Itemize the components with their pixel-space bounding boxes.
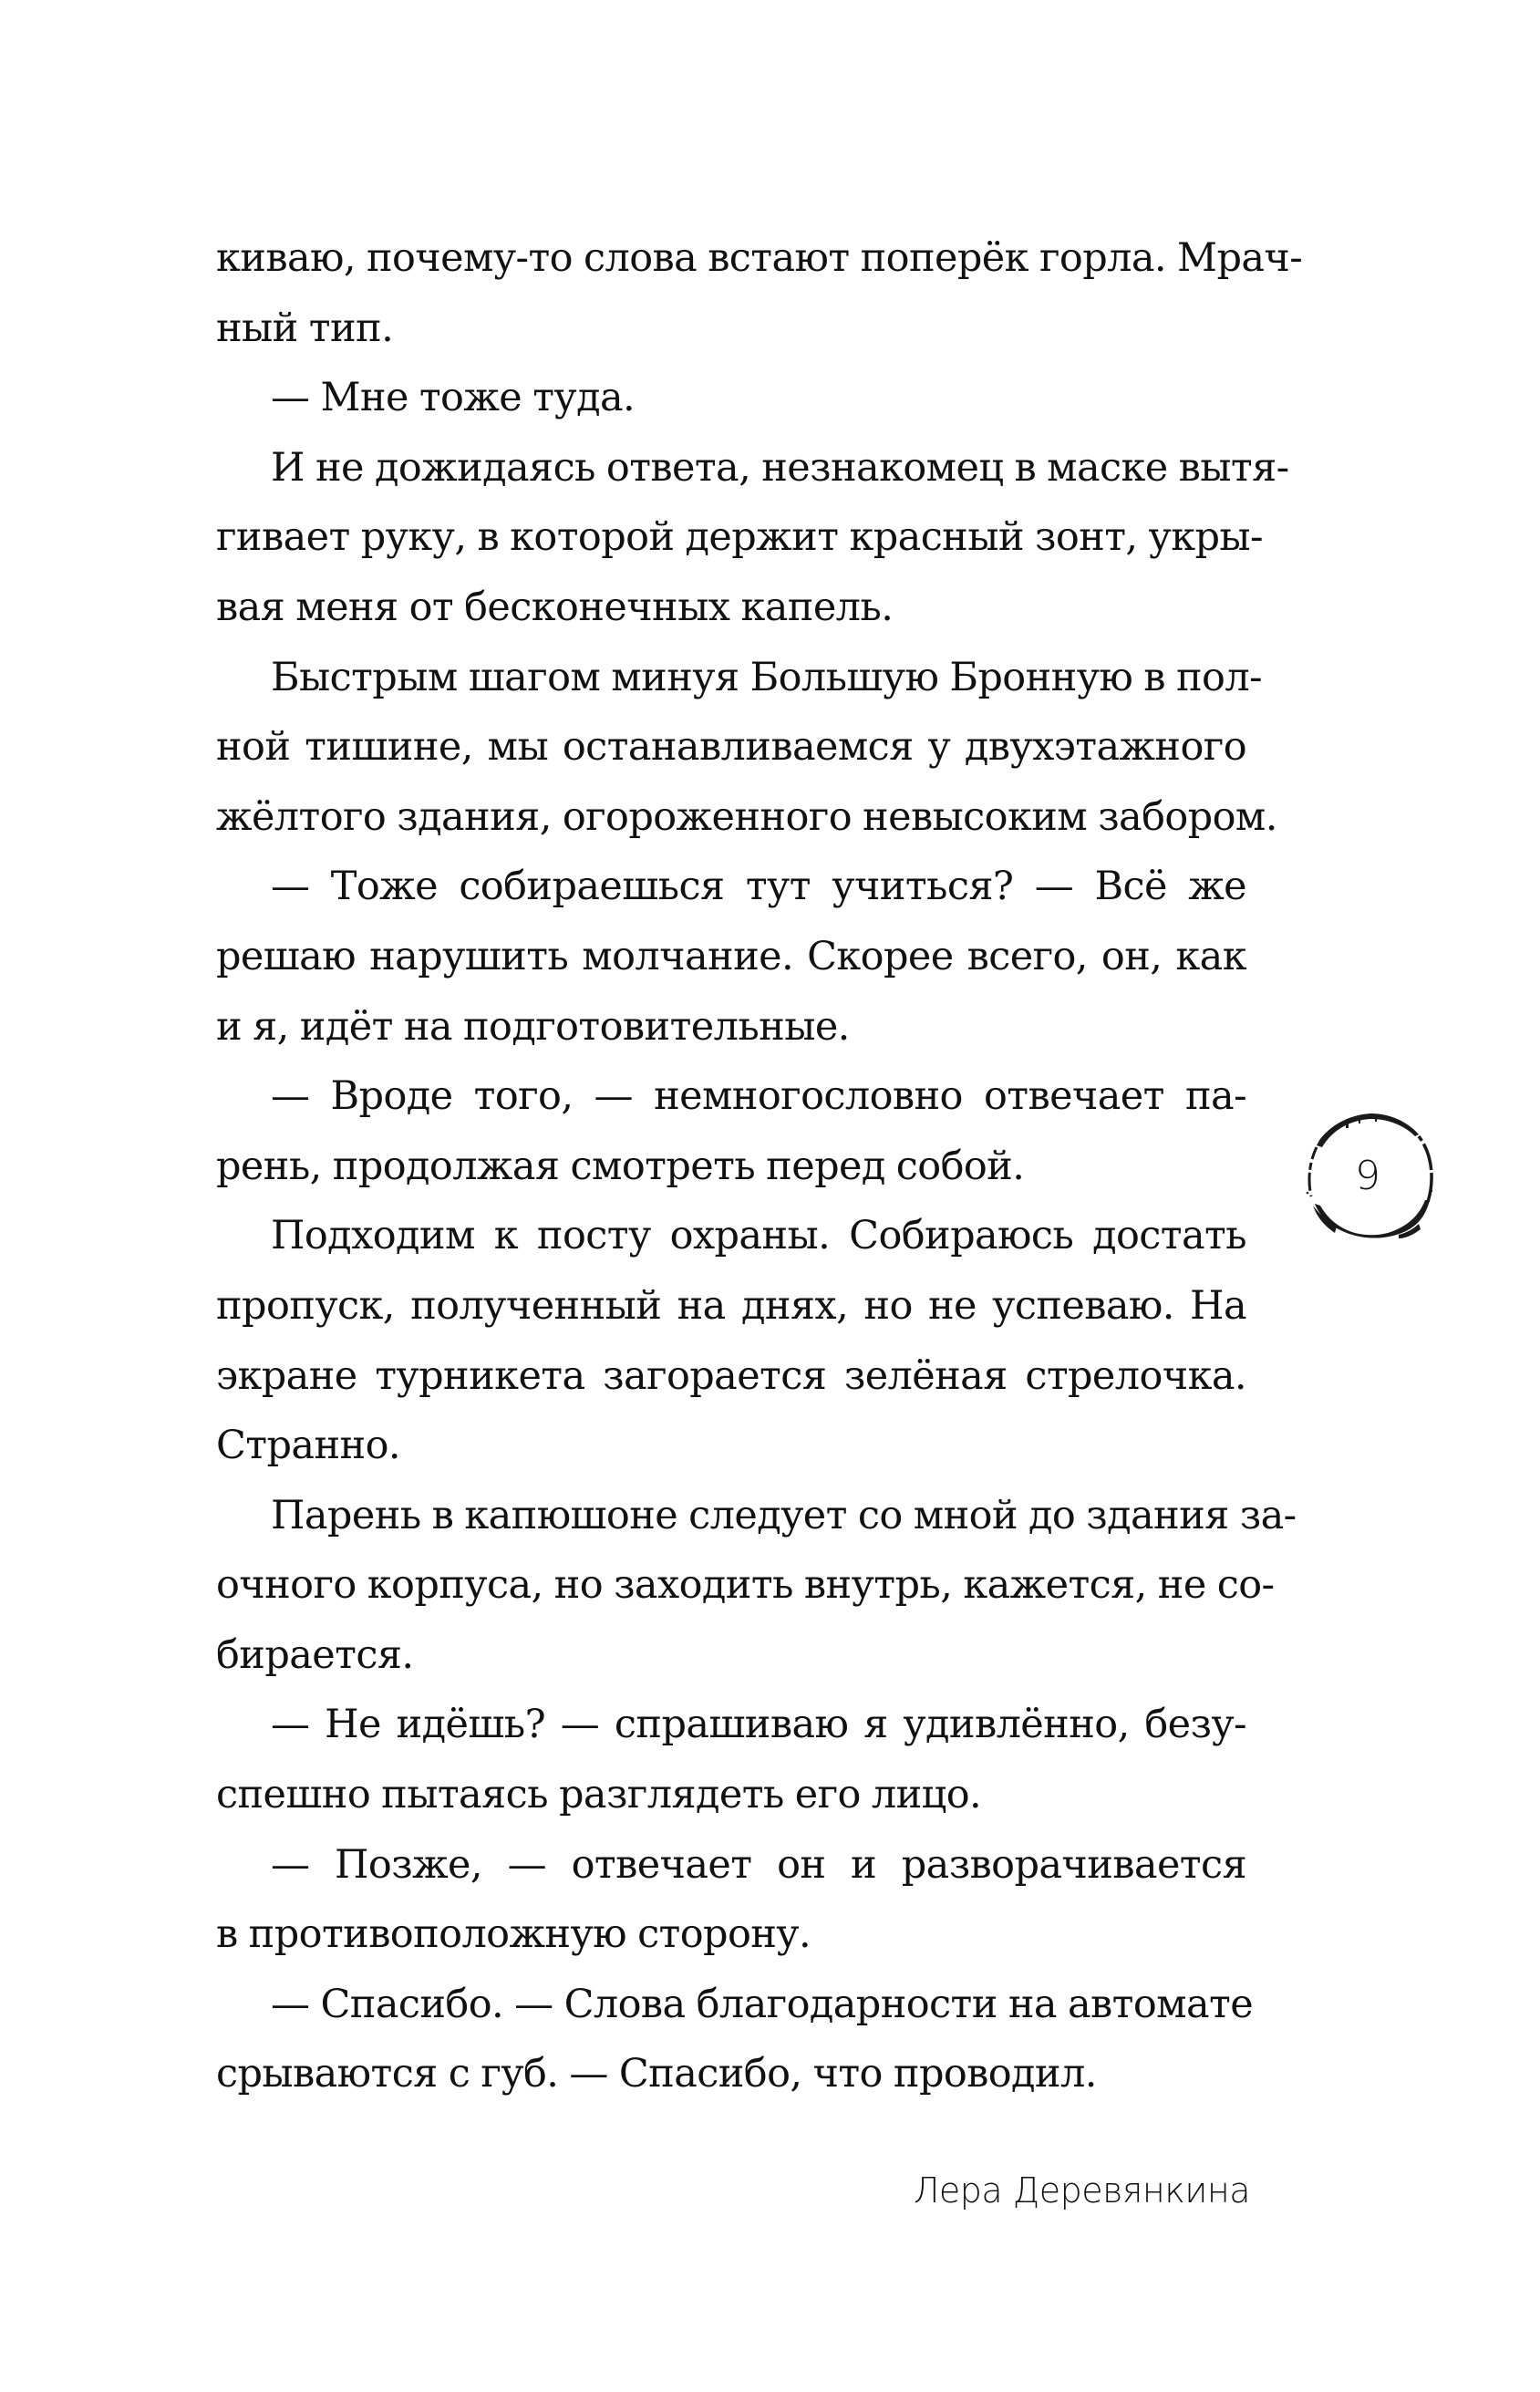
text-line: киваю, почему-то слова встают поперёк горла. Мрач- <box>216 235 1303 281</box>
text-line: экране турникета загорается зелёная стрелочка. <box>216 1352 1246 1399</box>
text-line: — Мне тоже туда. <box>271 375 636 421</box>
page-number: 9 <box>1355 1152 1380 1199</box>
text-line: Парень в капюшоне следует со мной до здания за- <box>271 1492 1297 1538</box>
text-line: очного корпуса, но заходить внутрь, кажется, не со- <box>216 1562 1275 1609</box>
text-line: — Тоже собираешься тут учиться? — Всё же <box>271 864 1246 910</box>
text-line: решаю нарушить молчание. Скорее всего, он, как <box>216 933 1246 979</box>
text-line: и я, идёт на подготовительные. <box>216 1003 850 1050</box>
text-line: — Вроде того, — немногословно отвечает па- <box>271 1073 1246 1120</box>
text-line: жёлтого здания, огороженного невысоким забором. <box>216 793 1277 840</box>
author-name: Лера Деревянкина <box>913 2170 1250 2211</box>
text-line: Подходим к посту охраны. Собираюсь достать <box>271 1213 1246 1259</box>
text-line: Странно. <box>216 1423 400 1469</box>
text-line: ной тишине, мы останавливаемся у двухэтажного <box>216 724 1246 771</box>
text-line: в противоположную сторону. <box>216 1911 811 1958</box>
text-line: Быстрым шагом минуя Большую Бронную в пол- <box>271 654 1262 700</box>
text-line: — Позже, — отвечает он и разворачивается <box>271 1841 1246 1888</box>
text-line: — Спасибо. — Слова благодарности на автомате <box>271 1981 1254 2027</box>
text-line: бирается. <box>216 1631 414 1678</box>
text-line: И не дожидаясь ответа, незнакомец в маске вытя- <box>271 444 1289 491</box>
text-line: вая меня от бесконечных капель. <box>216 584 894 630</box>
text-line: рень, продолжая смотреть перед собой. <box>216 1143 1025 1189</box>
text-line: — Не идёшь? — спрашиваю я удивлённо, безу- <box>271 1702 1246 1748</box>
text-line: спешно пытаясь разглядеть его лицо. <box>216 1772 982 1818</box>
text-line: гивает руку, в которой держит красный зонт, укры- <box>216 514 1263 561</box>
text-line: ный тип. <box>216 305 394 351</box>
page-number-badge <box>1298 1105 1437 1244</box>
text-line: срываются с губ. — Спасибо, что проводил. <box>216 2051 1097 2097</box>
body-text <box>216 223 1303 2109</box>
text-line: пропуск, полученный на днях, но не успеваю. На <box>216 1282 1246 1329</box>
